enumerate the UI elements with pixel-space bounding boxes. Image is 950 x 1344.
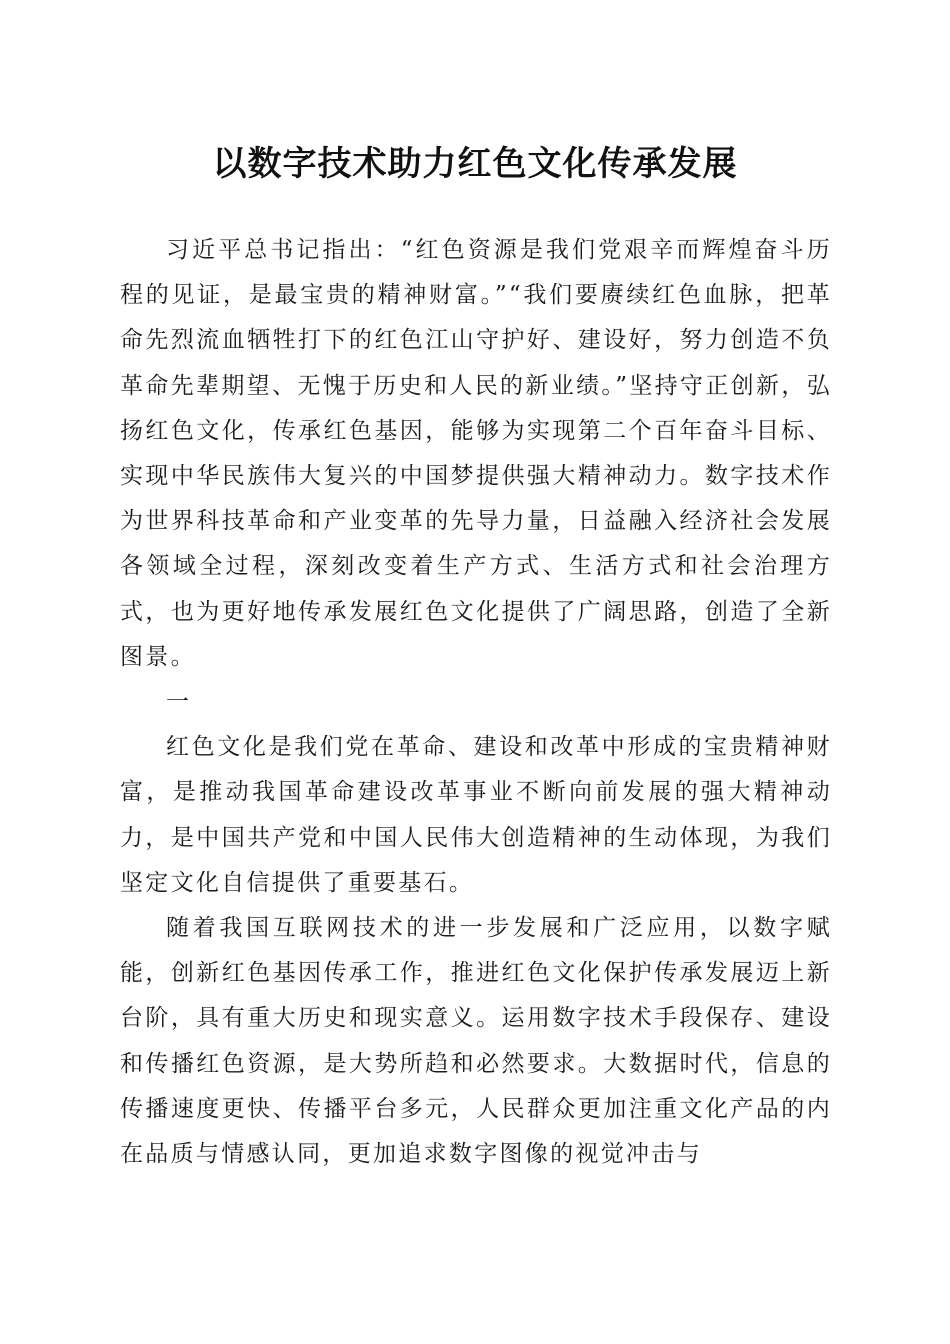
paragraph-intro: 习近平总书记指出：“红色资源是我们党艰辛而辉煌奋斗历程的见证，是最宝贵的精神财富。”“我们要赓续红色血脉，把革命先烈流血牺牲打下的红色江山守护好、建设好，努力创造不负革命先辈期望、无愧于历史和人民的新业绩。”坚持守正创新，弘扬红色文化，传承红色基因，能够为实现第二个百年奋斗目标、实现中华民族伟大复兴的中国梦提供强大精神动力。数字技术作为世界科技革命和产业变革的先导力量，日益融入经济社会发展各领域全过程，深刻改变着生产方式、生活方式和社会治理方式，也为更好地传承发展红色文化提供了广阔思路，创造了全新图景。 (120, 237, 832, 670)
document-title: 以数字技术助力红色文化传承发展 (212, 144, 738, 184)
document-body (120, 228, 832, 1177)
paragraph-digital-empowerment: 随着我国互联网技术的进一步发展和广泛应用，以数字赋能，创新红色基因传承工作，推进红色文化保护传承发展迈上新台阶，具有重大历史和现实意义。运用数字技术手段保存、建设和传播红色资源，是大势所趋和必然要求。大数据时代，信息的传播速度更快、传播平台多元，人民群众更加注重文化产品的内在品质与情感认同，更加追求数字图像的视觉冲击与 (120, 915, 832, 1168)
section-number: 一 (166, 689, 192, 716)
paragraph-red-culture: 红色文化是我们党在革命、建设和改革中形成的宝贵精神财富，是推动我国革命建设改革事业不断向前发展的强大精神动力，是中国共产党和中国人民伟大创造精神的生动体现，为我们坚定文化自信提供了重要基石。 (120, 734, 832, 896)
